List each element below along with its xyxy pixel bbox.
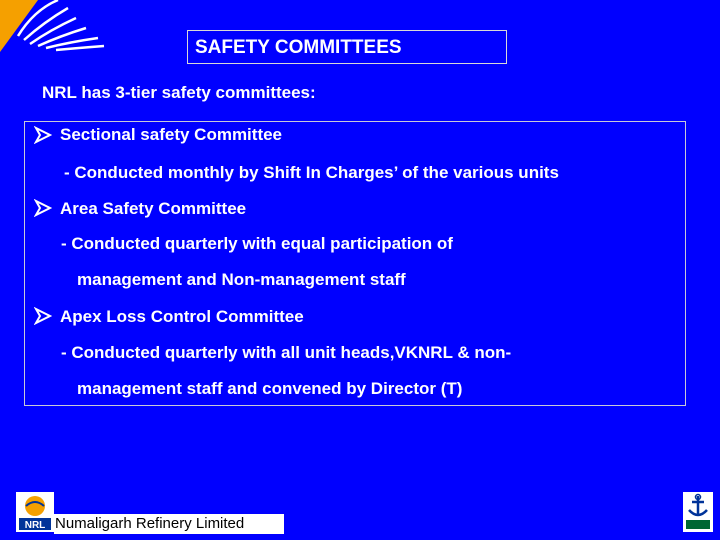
committee-name: Apex Loss Control Committee bbox=[60, 307, 304, 326]
page-title: SAFETY COMMITTEES bbox=[187, 30, 507, 64]
committee-description: - Conducted quarterly with all unit heads,VKNRL & non- bbox=[61, 343, 512, 362]
corner-logo bbox=[0, 0, 110, 64]
committee-description: management staff and convened by Director (T) bbox=[77, 379, 463, 398]
committee-description: management and Non-management staff bbox=[77, 270, 406, 289]
intro-text: NRL has 3-tier safety committees: bbox=[42, 83, 316, 102]
nrl-logo-icon bbox=[16, 492, 54, 532]
bullet-arrow-icon bbox=[34, 307, 52, 325]
committee-description: - Conducted quarterly with equal participation of bbox=[61, 234, 453, 253]
logo-text: NRL bbox=[24, 520, 46, 531]
bullet-arrow-icon bbox=[34, 199, 52, 217]
company-name: Numaligarh Refinery Limited bbox=[55, 515, 245, 532]
committee-description: - Conducted monthly by Shift In Charges’ of the various units bbox=[64, 163, 559, 182]
committee-name: Area Safety Committee bbox=[60, 199, 247, 218]
anchor-logo-icon bbox=[683, 492, 713, 532]
committee-name: Sectional safety Committee bbox=[60, 125, 283, 144]
bullet-arrow-icon bbox=[34, 126, 52, 144]
